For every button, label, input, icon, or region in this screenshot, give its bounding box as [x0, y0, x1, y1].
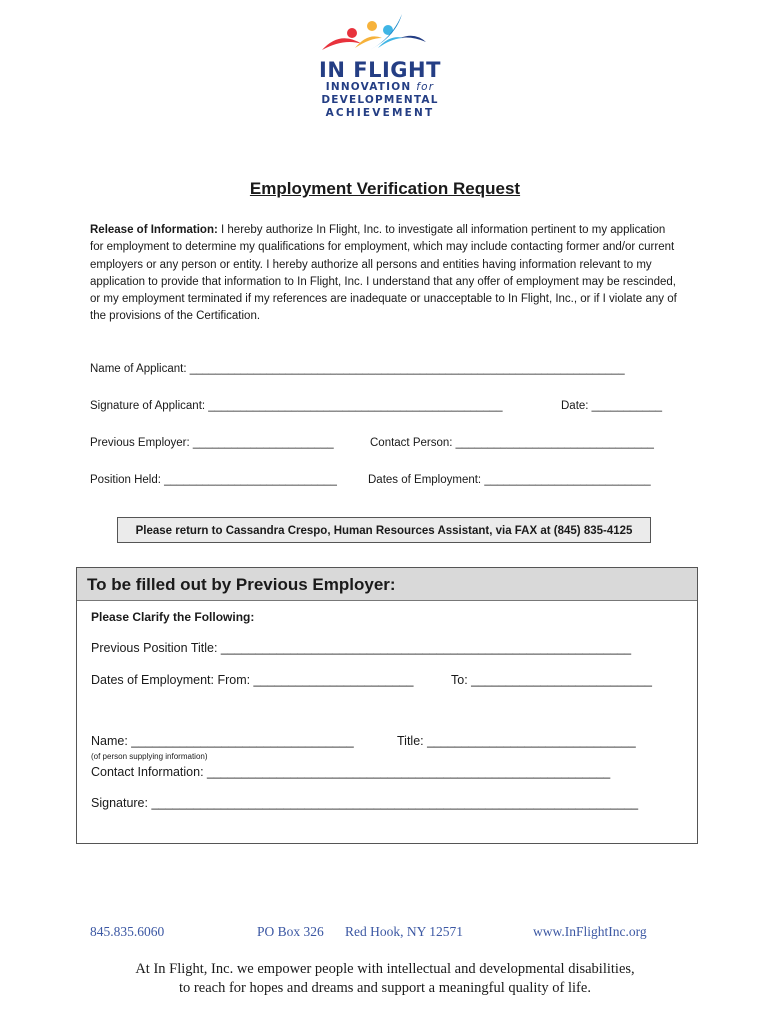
contact-information-field[interactable]: Contact Information: __________________________________________________________	[91, 765, 611, 779]
release-of-information	[90, 222, 680, 326]
employment-from-field[interactable]: Dates of Employment: From: _______________________	[91, 673, 414, 687]
footer-po-box: PO Box 326	[257, 924, 324, 939]
mission-statement	[0, 960, 770, 998]
contact-person-field[interactable]: Contact Person: _______________________________	[370, 437, 654, 449]
mission-line-2: to reach for hopes and dreams and support a meaningful quality of life.	[179, 980, 591, 996]
logo-text-achievement: ACHIEVEMENT	[325, 107, 435, 119]
mission-line-1: At In Flight, Inc. we empower people with intellectual and developmental disabilities,	[135, 961, 635, 977]
name-field-note: (of person supplying information)	[91, 752, 208, 761]
logo-text-innovation: INNOVATION for	[325, 81, 435, 93]
previous-position-title-field[interactable]: Previous Position Title: ___________________________________________________________	[91, 641, 632, 655]
release-text: I hereby authorize In Flight, Inc. to investigate all information pertinent to my application for employment to determine my qualifications for employment, which may include contacting former and/or current employers or any person or entity. I hereby authorize all persons and entities having information relevant to my application to provide that information to In Flight, Inc. I understand that any offer of employment may be rescinded, or my employment terminated if my references are inadequate or unacceptable to In Flight, Inc., or if I violate any of the provisions of the Certification.	[90, 224, 677, 323]
footer-phone: 845.835.6060	[90, 924, 165, 939]
employer-title-field[interactable]: Title: ______________________________	[397, 734, 636, 748]
footer-city: Red Hook, NY 12571	[345, 924, 463, 939]
previous-employer-section	[76, 567, 698, 844]
employment-to-field[interactable]: To: __________________________	[451, 673, 652, 687]
employer-signature-field[interactable]: Signature: ______________________________________________________________________	[91, 796, 639, 810]
position-held-field[interactable]: Position Held: ___________________________	[90, 474, 337, 486]
applicant-name-field[interactable]: Name of Applicant: ____________________________________________________________________	[90, 363, 625, 375]
footer-website[interactable]: www.InFlightInc.org	[533, 924, 647, 939]
previous-employer-heading: To be filled out by Previous Employer:	[77, 568, 697, 601]
applicant-signature-field[interactable]: Signature of Applicant: ______________________________________________	[90, 400, 503, 412]
employer-name-field[interactable]: Name: ________________________________	[91, 734, 354, 748]
previous-employer-field[interactable]: Previous Employer: ______________________	[90, 437, 334, 449]
logo-text-in-flight: IN FLIGHT	[319, 58, 441, 82]
logo-figures-icon	[300, 8, 460, 60]
clarify-heading: Please Clarify the Following:	[91, 610, 255, 624]
page-title: Employment Verification Request	[249, 179, 521, 198]
logo-text-developmental: DEVELOPMENTAL	[321, 94, 439, 106]
dates-of-employment-field[interactable]: Dates of Employment: __________________________	[368, 474, 651, 486]
in-flight-logo	[300, 8, 460, 118]
return-instructions-box: Please return to Cassandra Crespo, Human Resources Assistant, via FAX at (845) 835-4125	[117, 517, 651, 543]
release-label: Release of Information:	[90, 224, 218, 236]
applicant-date-field[interactable]: Date: ___________	[561, 400, 663, 412]
